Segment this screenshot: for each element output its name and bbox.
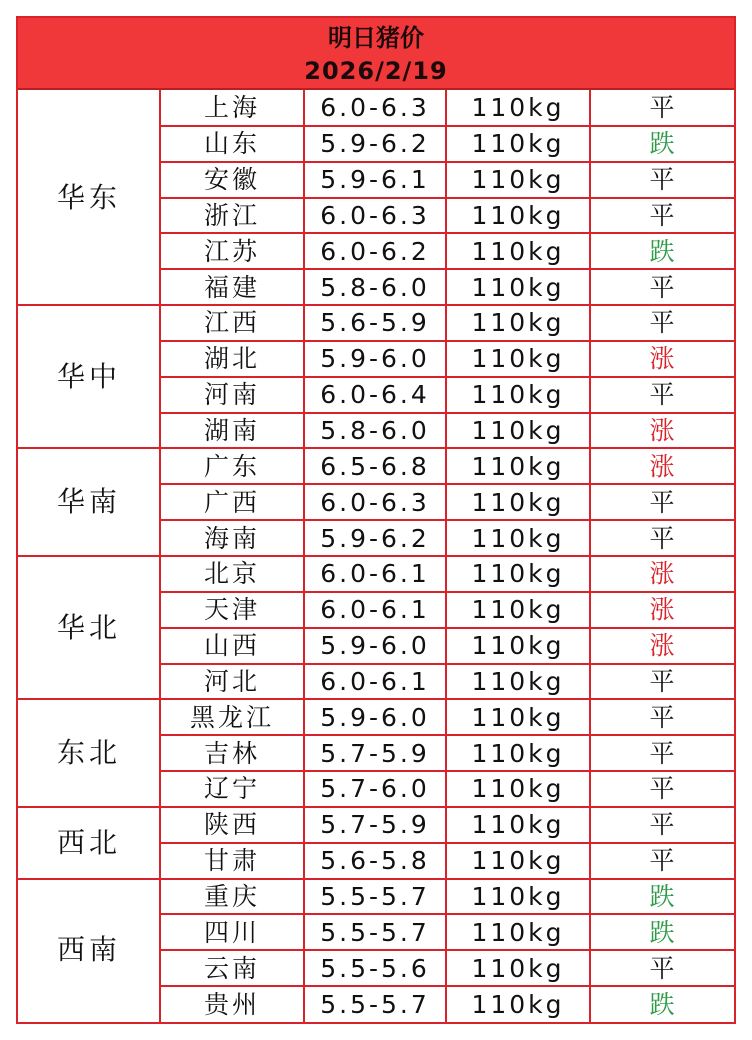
region-label: 西南	[56, 933, 121, 967]
price-range: 5.5-5.7	[320, 882, 430, 912]
province-name: 福建	[203, 272, 260, 302]
trend-indicator: 涨	[649, 344, 675, 374]
trend-indicator: 平	[649, 165, 675, 195]
weight-unit: 110kg	[471, 272, 565, 302]
region-label: 西北	[56, 825, 121, 859]
trend-indicator: 平	[649, 810, 675, 840]
trend-indicator: 跌	[649, 236, 675, 266]
province-name: 甘肃	[203, 846, 260, 876]
grid-line	[160, 663, 734, 665]
weight-unit: 110kg	[471, 129, 565, 159]
grid-line	[18, 555, 734, 557]
weight-unit: 110kg	[471, 487, 565, 517]
grid-line	[159, 90, 161, 1022]
weight-unit: 110kg	[471, 631, 565, 661]
province-name: 黑龙江	[189, 702, 274, 732]
price-range: 6.0-6.2	[320, 236, 430, 266]
province-name: 湖南	[203, 416, 260, 446]
price-range: 5.7-6.0	[320, 774, 430, 804]
price-grid	[18, 90, 734, 1022]
trend-indicator: 平	[649, 308, 675, 338]
trend-indicator: 平	[649, 523, 675, 553]
trend-indicator: 跌	[649, 129, 675, 159]
trend-indicator: 跌	[649, 917, 675, 947]
price-range: 6.0-6.3	[320, 487, 430, 517]
grid-line	[160, 627, 734, 629]
weight-unit: 110kg	[471, 774, 565, 804]
weight-unit: 110kg	[471, 344, 565, 374]
trend-indicator: 涨	[649, 631, 675, 661]
price-range: 5.7-5.9	[320, 810, 430, 840]
weight-unit: 110kg	[471, 165, 565, 195]
region-label: 华南	[56, 485, 121, 519]
grid-line	[160, 913, 734, 915]
province-name: 安徽	[203, 165, 260, 195]
trend-indicator: 涨	[649, 416, 675, 446]
weight-unit: 110kg	[471, 451, 565, 481]
region-label: 华东	[56, 180, 121, 214]
trend-indicator: 平	[649, 953, 675, 983]
province-name: 陕西	[203, 810, 260, 840]
price-range: 6.0-6.1	[320, 559, 430, 589]
grid-line	[18, 698, 734, 700]
table-title: 明日猪价	[328, 24, 424, 52]
province-name: 北京	[203, 559, 260, 589]
province-name: 重庆	[203, 882, 260, 912]
weight-unit: 110kg	[471, 523, 565, 553]
trend-indicator: 涨	[649, 559, 675, 589]
grid-line	[18, 878, 734, 880]
price-range: 5.7-5.9	[320, 738, 430, 768]
province-name: 山西	[203, 631, 260, 661]
trend-indicator: 平	[649, 93, 675, 123]
trend-indicator: 平	[649, 702, 675, 732]
grid-line	[160, 340, 734, 342]
region-label: 华中	[56, 359, 121, 393]
grid-line	[160, 985, 734, 987]
price-range: 5.9-6.0	[320, 631, 430, 661]
province-name: 上海	[203, 93, 260, 123]
province-name: 江西	[203, 308, 260, 338]
price-range: 6.5-6.8	[320, 451, 430, 481]
trend-indicator: 平	[649, 272, 675, 302]
weight-unit: 110kg	[471, 702, 565, 732]
region-label: 东北	[56, 736, 121, 770]
trend-indicator: 平	[649, 487, 675, 517]
price-range: 5.9-6.0	[320, 344, 430, 374]
price-range: 6.0-6.3	[320, 200, 430, 230]
trend-indicator: 平	[649, 380, 675, 410]
trend-indicator: 平	[649, 200, 675, 230]
weight-unit: 110kg	[471, 595, 565, 625]
weight-unit: 110kg	[471, 236, 565, 266]
province-name: 海南	[203, 523, 260, 553]
weight-unit: 110kg	[471, 559, 565, 589]
province-name: 贵州	[203, 989, 260, 1019]
grid-line	[160, 161, 734, 163]
price-range: 5.6-5.8	[320, 846, 430, 876]
grid-line	[160, 197, 734, 199]
weight-unit: 110kg	[471, 917, 565, 947]
price-range: 5.9-6.1	[320, 165, 430, 195]
province-name: 河北	[203, 666, 260, 696]
grid-line	[160, 483, 734, 485]
grid-line	[160, 949, 734, 951]
province-name: 广西	[203, 487, 260, 517]
price-range: 5.9-6.2	[320, 129, 430, 159]
province-name: 江苏	[203, 236, 260, 266]
weight-unit: 110kg	[471, 882, 565, 912]
weight-unit: 110kg	[471, 666, 565, 696]
table-header	[18, 18, 734, 90]
trend-indicator: 涨	[649, 595, 675, 625]
trend-indicator: 跌	[649, 882, 675, 912]
grid-line	[160, 376, 734, 378]
grid-line	[589, 90, 591, 1022]
grid-line	[160, 412, 734, 414]
weight-unit: 110kg	[471, 308, 565, 338]
grid-line	[18, 806, 734, 808]
weight-unit: 110kg	[471, 200, 565, 230]
trend-indicator: 平	[649, 738, 675, 768]
trend-indicator: 平	[649, 666, 675, 696]
province-name: 天津	[203, 595, 260, 625]
province-name: 河南	[203, 380, 260, 410]
trend-indicator: 跌	[649, 989, 675, 1019]
province-name: 广东	[203, 451, 260, 481]
grid-line	[160, 591, 734, 593]
grid-line	[160, 268, 734, 270]
table-date: 2026/2/19	[304, 57, 448, 85]
grid-line	[18, 447, 734, 449]
grid-line	[160, 125, 734, 127]
grid-line	[160, 232, 734, 234]
pig-price-table	[16, 16, 736, 1024]
province-name: 山东	[203, 129, 260, 159]
price-range: 5.6-5.9	[320, 308, 430, 338]
weight-unit: 110kg	[471, 380, 565, 410]
weight-unit: 110kg	[471, 989, 565, 1019]
grid-line	[303, 90, 305, 1022]
province-name: 吉林	[203, 738, 260, 768]
trend-indicator: 平	[649, 846, 675, 876]
weight-unit: 110kg	[471, 738, 565, 768]
trend-indicator: 平	[649, 774, 675, 804]
weight-unit: 110kg	[471, 810, 565, 840]
weight-unit: 110kg	[471, 953, 565, 983]
trend-indicator: 涨	[649, 451, 675, 481]
price-range: 5.9-6.2	[320, 523, 430, 553]
region-label: 华北	[56, 610, 121, 644]
province-name: 云南	[203, 953, 260, 983]
price-range: 5.5-5.7	[320, 917, 430, 947]
grid-line	[160, 770, 734, 772]
province-name: 浙江	[203, 200, 260, 230]
grid-line	[160, 842, 734, 844]
price-range: 5.5-5.6	[320, 953, 430, 983]
province-name: 辽宁	[203, 774, 260, 804]
price-range: 5.8-6.0	[320, 272, 430, 302]
province-name: 湖北	[203, 344, 260, 374]
price-range: 6.0-6.4	[320, 380, 430, 410]
grid-line	[18, 304, 734, 306]
province-name: 四川	[203, 917, 260, 947]
weight-unit: 110kg	[471, 93, 565, 123]
price-range: 5.8-6.0	[320, 416, 430, 446]
price-range: 6.0-6.1	[320, 595, 430, 625]
grid-line	[160, 519, 734, 521]
price-range: 5.9-6.0	[320, 702, 430, 732]
grid-line	[445, 90, 447, 1022]
price-range: 5.5-5.7	[320, 989, 430, 1019]
grid-line	[160, 734, 734, 736]
price-range: 6.0-6.1	[320, 666, 430, 696]
weight-unit: 110kg	[471, 416, 565, 446]
price-range: 6.0-6.3	[320, 93, 430, 123]
weight-unit: 110kg	[471, 846, 565, 876]
